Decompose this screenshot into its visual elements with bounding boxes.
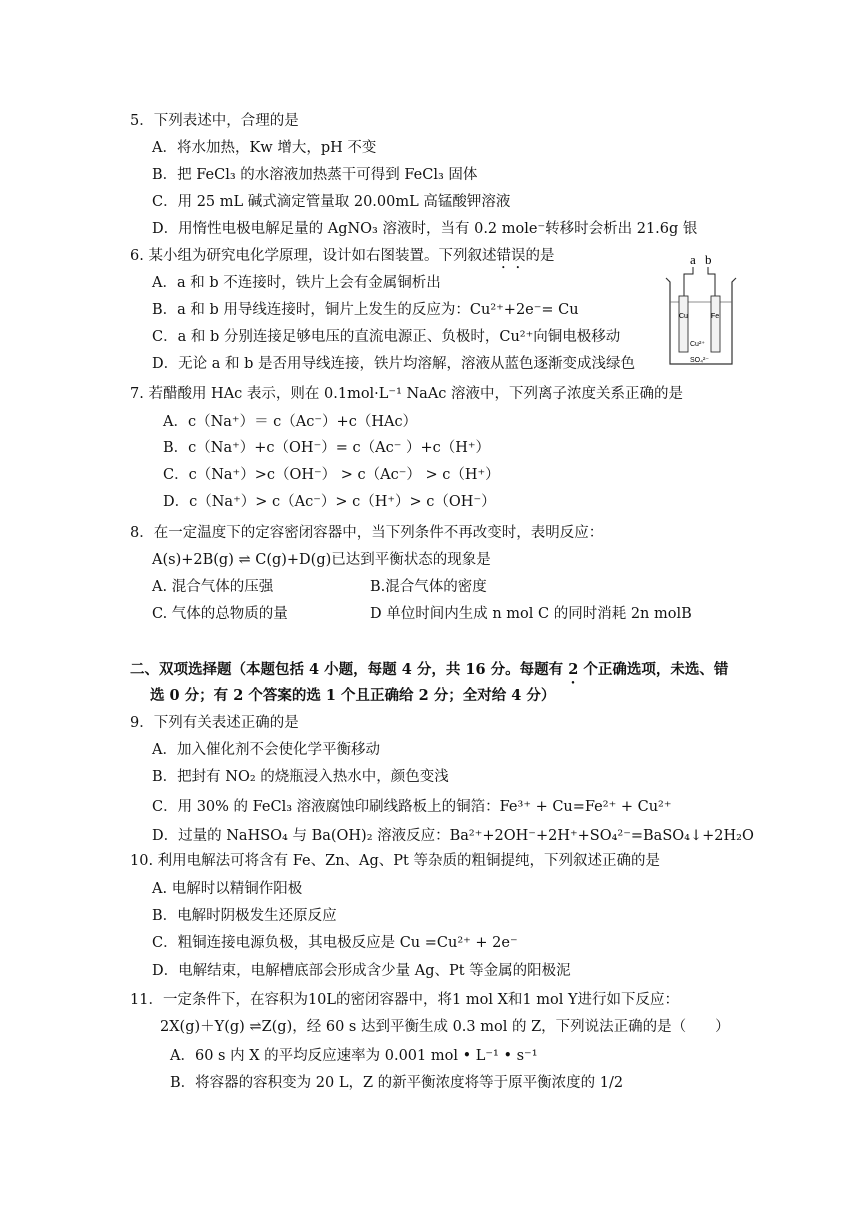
option-7b: B．c（Na⁺）+c（OH⁻）= c（Ac⁻ ）+c（H⁺） (163, 440, 491, 456)
question-7: 7. 若醋酸用 HAc 表示，则在 0.1mol·L⁻¹ NaAc 溶液中，下列离子浓度关系正确的是 (130, 386, 684, 402)
iron-electrode (711, 296, 720, 352)
question-11: 11．一定条件下，在容积为10L的密闭容器中，将1 mol X和1 mol Y进行如下反应： (130, 992, 680, 1008)
option-9b: B．把封有 NO₂ 的烧瓶浸入热水中，颜色变浅 (152, 769, 449, 785)
option-8a: A. 混合气体的压强 (152, 579, 274, 595)
section-2-heading-tail: 个正确选项，未选、错 (578, 661, 729, 678)
option-5c: C．用 25 mL 碱式滴定管量取 20.00mL 高锰酸钾溶液 (152, 194, 511, 210)
question-5: 5．下列表述中，合理的是 (130, 113, 299, 129)
question-11-equation: 2X(g)＋Y(g) ⇌Z(g)，经 60 s 达到平衡生成 0.3 mol 的 Z，下列说法正确的是（ ） (160, 1019, 730, 1035)
option-6d: D．无论 a 和 b 是否用导线连接，铁片均溶解，溶液从蓝色逐渐变成浅绿色 (152, 356, 635, 372)
question-6-text: 6. 某小组为研究电化学原理，设计如右图装置。下列叙述 (130, 248, 497, 264)
option-8b: B.混合气体的密度 (370, 579, 487, 595)
wire-b (708, 267, 715, 296)
option-6c: C．a 和 b 分别连接足够电压的直流电源正、负极时，Cu²⁺向铜电极移动 (152, 329, 621, 345)
option-10c: C．粗铜连接电源负极，其电极反应是 Cu =Cu²⁺ + 2e⁻ (152, 935, 518, 951)
sulfate-ion-label: SO₄²⁻ (690, 357, 709, 364)
section-2-heading (130, 660, 728, 687)
question-8: 8．在一定温度下的定容密闭容器中，当下列条件不再改变时，表明反应： (130, 525, 604, 541)
section-2-heading-cont: 选 0 分；有 2 个答案的选 1 个且正确给 2 分；全对给 4 分） (150, 687, 556, 704)
option-10b: B．电解时阴极发生还原反应 (152, 908, 337, 924)
electrochemistry-apparatus-figure (660, 252, 740, 370)
terminal-b-label: b (705, 252, 712, 267)
iron-label: Fe (711, 313, 720, 320)
option-9a: A．加入催化剂不会使化学平衡移动 (152, 742, 380, 758)
copper-ion-label: Cu²⁺ (690, 341, 705, 348)
option-5d: D．用惰性电极电解足量的 AgNO₃ 溶液时，当有 0.2 mole⁻转移时会析出 21.6g 银 (152, 221, 698, 237)
question-8-equation: A(s)+2B(g) ⇌ C(g)+D(g)已达到平衡状态的现象是 (152, 552, 491, 568)
option-5a: A．将水加热，Kw 增大，pH 不变 (152, 140, 377, 156)
option-11a: A．60 s 内 X 的平均反应速率为 0.001 mol • L⁻¹ • s⁻¹ (170, 1048, 538, 1064)
option-7a: A．c（Na⁺）＝ c（Ac⁻）+c（HAc） (163, 414, 418, 430)
option-8c: C. 气体的总物质的量 (152, 606, 288, 622)
question-6 (130, 246, 554, 272)
option-7d: D．c（Na⁺）> c（Ac⁻）> c（H⁺）> c（OH⁻） (163, 494, 496, 510)
option-9c: C．用 30% 的 FeCl₃ 溶液腐蚀印刷线路板上的铜箔：Fe³⁺ + Cu=Fe²⁺ + Cu²⁺ (152, 799, 672, 815)
section-2-heading-text: 二、双项选择题（本题包括 4 小题，每题 4 分，共 16 分。每题有 (130, 661, 569, 678)
option-7c: C．c（Na⁺）>c（OH⁻） > c（Ac⁻） > c（H⁺） (163, 467, 500, 483)
question-6-tail: 的是 (525, 248, 555, 264)
option-10d: D．电解结束，电解槽底部会形成含少量 Ag、Pt 等金属的阳极泥 (152, 963, 571, 979)
option-8d: D 单位时间内生成 n mol C 的同时消耗 2n molB (370, 606, 692, 622)
option-11b: B．将容器的容积变为 20 L，Z 的新平衡浓度将等于原平衡浓度的 1/2 (170, 1075, 624, 1091)
option-10a: A. 电解时以精铜作阳极 (152, 881, 303, 897)
section-2-heading-emphasis: 2 (568, 661, 579, 678)
option-9d: D．过量的 NaHSO₄ 与 Ba(OH)₂ 溶液反应：Ba²⁺+2OH⁻+2H⁺+SO₄²⁻=BaSO₄↓+2H₂O (152, 828, 754, 844)
question-10: 10. 利用电解法可将含有 Fe、Zn、Ag、Pt 等杂质的粗铜提纯，下列叙述正确的是 (130, 853, 660, 869)
option-6b: B．a 和 b 用导线连接时，铜片上发生的反应为：Cu²⁺+2e⁻= Cu (152, 302, 579, 318)
terminal-a-label: a (690, 252, 696, 267)
copper-label: Cu (679, 313, 688, 320)
wire-a (684, 267, 693, 296)
question-6-emphasis: 错误 (496, 248, 526, 264)
copper-electrode (679, 296, 688, 352)
option-5b: B．把 FeCl₃ 的水溶液加热蒸干可得到 FeCl₃ 固体 (152, 167, 478, 183)
beaker (666, 278, 736, 364)
question-9: 9．下列有关表述正确的是 (130, 715, 299, 731)
option-6a: A．a 和 b 不连接时，铁片上会有金属铜析出 (152, 275, 441, 291)
